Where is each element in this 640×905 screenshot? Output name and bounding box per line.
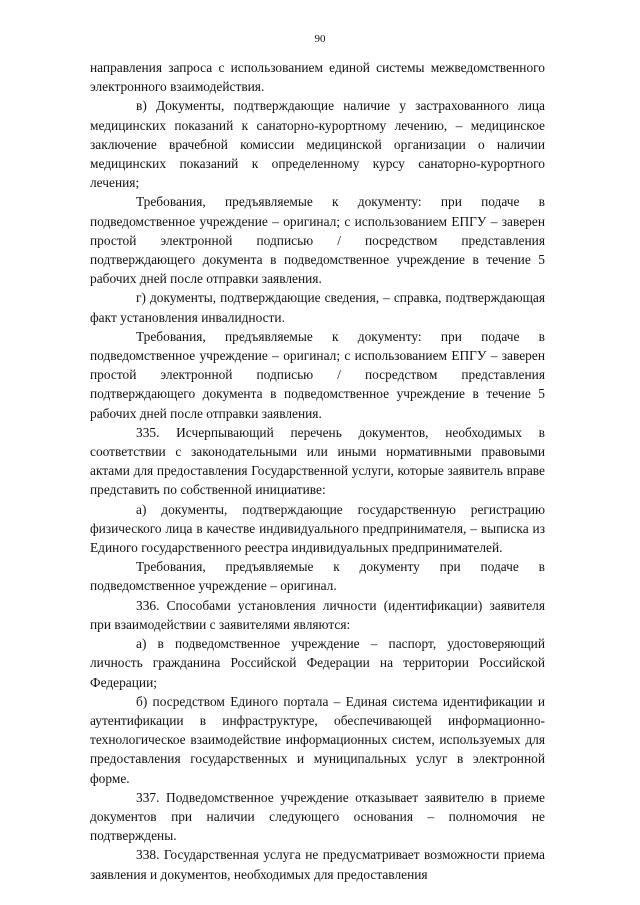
paragraph: а) в подведомственное учреждение – паспорт, удостоверяющий личность гражданина Российской Федерации на территории Российской Федерации; xyxy=(90,636,545,690)
paragraph: Требования, предъявляемые к документу: при подаче в подведомственное учреждение – оригинал; с использованием ЕПГУ – заверен простой электронной подписью / посредством представления подтверждающего документа в подведомственное учреждение в течение 5 рабочих дней после отправки заявления. xyxy=(90,194,545,287)
paragraph: в) Документы, подтверждающие наличие у застрахованного лица медицинских показаний к санаторно-курортному лечению, – медицинское заключение врачебной комиссии медицинской организации о наличии медицинских показаний к определенному курсу санаторно-курортного лечения; xyxy=(90,98,545,191)
paragraph: б) посредством Единого портала – Единая система идентификации и аутентификации в инфраструктуре, обеспечивающей информационно-технологическое взаимодействие информационных систем, используемых для предоставления государственных и муниципальных услуг в электронной форме. xyxy=(90,693,545,786)
paragraph: направления запроса с использованием единой системы межведомственного электронного взаимодействия. xyxy=(90,60,545,95)
page-number: 90 xyxy=(314,33,326,45)
paragraph: Требования, предъявляемые к документу при подаче в подведомственное учреждение – оригинал. xyxy=(90,559,545,594)
paragraph: 336. Способами установления личности (идентификации) заявителя при взаимодействии с заявителями являются: xyxy=(90,597,545,632)
paragraph: 335. Исчерпывающий перечень документов, необходимых в соответствии с законодательными или иными нормативными правовыми актами для предоставления Государственной услуги, которые заявитель вправе представить по собственной инициативе: xyxy=(90,424,545,498)
paragraph: Требования, предъявляемые к документу: при подаче в подведомственное учреждение – оригинал; с использованием ЕПГУ – заверен простой электронной подписью / посредством представления подтверждающего документа в подведомственное учреждение в течение 5 рабочих дней после отправки заявления. xyxy=(90,328,545,421)
paragraph: 337. Подведомственное учреждение отказывает заявителю в приеме документов при наличии следующего основания – полномочия не подтверждены. xyxy=(90,789,545,844)
document-body xyxy=(90,58,545,884)
paragraph: г) документы, подтверждающие сведения, – справка, подтверждающая факт установления инвалидности. xyxy=(90,290,545,325)
paragraph: 338. Государственная услуга не предусматривает возможности приема заявления и документов, необходимых для предоставления xyxy=(90,847,545,882)
paragraph: а) документы, подтверждающие государственную регистрацию физического лица в качестве индивидуального предпринимателя, – выписка из Единого государственного реестра индивидуальных предпринимателей. xyxy=(90,501,545,556)
